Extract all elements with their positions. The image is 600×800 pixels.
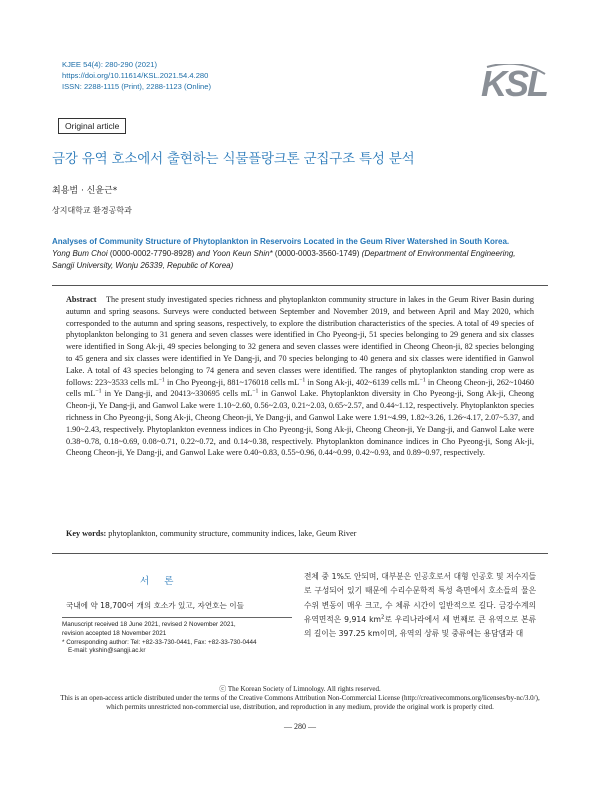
intro-paragraph-right [304,570,536,641]
abstract-bottom-rule [52,553,548,554]
unit-exponent: −1 [158,376,165,383]
paper-title-korean: 금강 유역 호소에서 출현하는 식물플랑크톤 군집구조 특성 분석 [52,151,415,167]
abstract-body-end: in Ganwol Lake. Phytoplankton diversity in Cho Pyeong-ji, Song Ak-ji, Cheong Cheon-ji, Ye Dang-ji, and Ganwol Lake were 1.10~2.60, 0.56~2.03, 0.21~2.03, 0.65~2.57, and 0.44~1.12, respectively. Phytoplankton species richness in Cho Pyeong-ji, Song Ak-ji, Cheong Cheon-ji, Ye Dang-ji, and Ganwol Lake were 1.91~4.99, 1.82~3.26, 1.26~4.17, 2.07~5.37, and 1.90~2.43, respectively. Phytoplankton evenness indices in Cho Pyeong-ji, Song Ak-ji, Cheong Cheon-ji, Ye Dang-ji, and Ganwol Lake were 0.38~0.78, 0.18~0.69, 0.08~0.71, 0.22~0.72, and 0.14~0.38, respectively. Phytoplankton dominance indices in Cho Pyeong-ji, Song Ak-ji, Cheong Cheon-ji, Ye Dang-ji, and Ganwol Lake were 0.40~0.83, 0.55~0.96, 0.44~0.99, 0.42~0.93, and 0.89~0.97, respectively. [66,389,535,458]
ksl-logo [479,64,549,102]
license-line-2: which permits unrestricted non-commercial use, distribution, and reproduction in any medium, provide the original work is properly cited. [106,703,494,712]
abstract-top-rule [52,285,548,286]
abstract [66,294,534,459]
page-number: ― 280 ― [284,722,316,731]
abstract-label: Abstract [66,295,97,304]
affiliation-korean: 상지대학교 환경공학과 [52,206,132,215]
footnote [62,621,292,656]
doi-link[interactable]: https://doi.org/10.11614/KSL.2021.54.4.280 [62,71,209,80]
article-type-badge: Original article [58,118,126,134]
unit-exponent: −1 [252,388,259,395]
keywords-label: Key words: [66,529,107,538]
unit-exponent: −1 [95,388,102,395]
issn-line: ISSN: 2288-1115 (Print), 2288-1123 (Online) [62,82,212,91]
abstract-body: The present study investigated species richness and phytoplankton community structure in lakes in the Geum River Basin during autumn and spring seasons. Surveys were conducted between September and November 2019, and between April and May 2020, which corresponded to the autumn and spring seasons, respectively, to explore the distribution characteristics of the species. A total of 49 species of phytoplankton belonging to 31 genera and seven classes were identified in Cho Pyeong-ji, 51 species belonging to 29 genera and six classes were identified in Song Ak-ji, 49 species belonging to 32 genera and seven classes were identified in Cheong Cheon-ji, 82 species belonging to 45 genera and six classes were identified in Ye Dang-ji, and 70 species belonging to 40 genera and six classes were identified in Ganwol Lake. A total of 43 species belonging to 74 genera and seven classes were identified. The ranges of phytoplankton standing crop were as follows: 223~3533 cells mL [66,295,535,387]
manuscript-received: Manuscript received 18 June 2021, revised 2 November 2021, [62,621,236,628]
unit-exponent: −1 [419,376,426,383]
affiliation-english: (Department of Environmental Engineering, Sangji University, Wonju 26339, Republic of Korea) [52,249,516,270]
section-title-introduction: 서 론 [140,576,180,587]
ksl-logo-text: KSL [481,64,547,102]
copyright-line: ⓒ The Korean Society of Limnology. All rights reserved. [219,685,381,693]
author-1: Yong Bum Choi [52,249,108,258]
abstract-range: in Cho Pyeong-ji, 881~176018 cells mL [164,377,300,387]
footnote-rule [62,617,292,618]
authors-korean: 최용범 · 신윤근* [52,186,118,196]
intro-right-part2: 로 우리나라에서 세 번째로 큰 유역으로 본류의 길이는 397.25 km이며, 유역의 상류 및 중류에는 용담댐과 대 [304,614,537,639]
revision-accepted: revision accepted 18 November 2021 [62,629,167,637]
license-line: This is an open-access article distributed under the terms of the Creative Commons Attribution Non-Commercial License (http://creativecommons.org/licenses/by-nc/3.0/), [60,694,540,703]
keywords [66,529,534,538]
english-title-block [52,236,522,272]
orcid-2: (0000-0003-3560-1749) [274,249,360,258]
abstract-range: in Cheong Cheon-ji, 262~10460 cells mL [66,377,534,399]
journal-citation: KJEE 54(4): 280-290 (2021) [62,60,157,69]
and-connector: and [196,249,210,258]
unit-exponent: −1 [299,376,306,383]
corresponding-author: * Corresponding author: Tel: +82-33-730-0441, Fax: +82-33-730-0444 [62,638,257,646]
orcid-1: (0000-0002-7790-8928) [109,249,195,258]
corresponding-email[interactable]: E-mail: ykshin@sangji.ac.kr [68,647,146,655]
abstract-range: in Song Ak-ji, 402~6139 cells mL [305,377,420,387]
area-exponent: 2 [381,614,385,621]
intro-paragraph-left: 국내에 약 18,700여 개의 호소가 있고, 자연호는 이들 [66,601,244,610]
copyright-notice [40,685,560,713]
keywords-list: phytoplankton, community structure, community indices, lake, Geum River [106,529,357,538]
author-2: Yoon Keun Shin* [212,249,273,258]
intro-right-part1: 전체 중 1%도 안되며, 대부분은 인공호로서 대형 인공호 및 저수지들로 구성되어 있기 때문에 수리수문학적 특성 측면에서 호소들의 물은 수위 변동이 매우 크고, 수 체류 시간이 일반적으로 길다. 금강수계의 유역면적은 9,914 km [304,572,536,624]
abstract-range: in Ye Dang-ji, and 20413~330695 cells mL [101,389,253,399]
journal-header [62,59,211,92]
paper-title-english: Analyses of Community Structure of Phytoplankton in Reservoirs Located in the Geum River Watershed in South Korea. [52,237,510,246]
